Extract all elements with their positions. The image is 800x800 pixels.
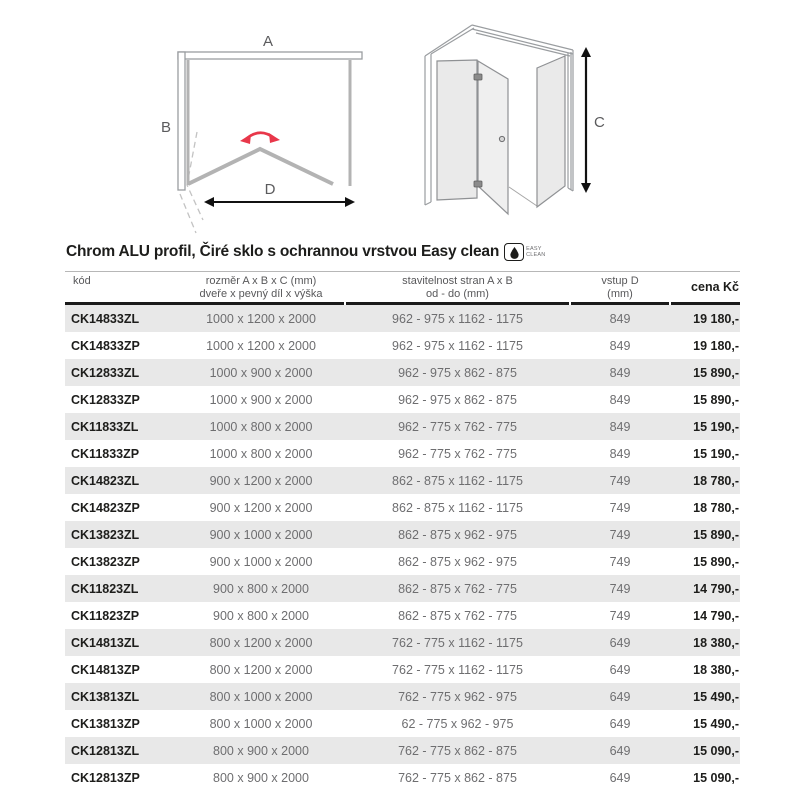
table-row [65, 413, 740, 440]
cell-entry: 849 [609, 365, 631, 380]
cell-price: 15 190,- [693, 446, 739, 461]
plan-view-diagram [150, 22, 380, 235]
cell-entry: 749 [609, 527, 631, 542]
cell-size: 900 x 800 x 2000 [213, 608, 309, 623]
cell-code: CK14823ZL [71, 473, 140, 488]
cell-code: CK13813ZL [71, 689, 140, 704]
cell-range: 862 - 875 x 1162 - 1175 [392, 500, 523, 515]
cell-price: 14 790,- [693, 608, 739, 623]
cell-price: 19 180,- [693, 311, 739, 326]
table-row [65, 764, 740, 791]
cell-range: 862 - 875 x 962 - 975 [398, 527, 517, 542]
cell-range: 862 - 875 x 762 - 775 [398, 608, 517, 623]
cell-code: CK11833ZP [71, 446, 140, 461]
table-row [65, 386, 740, 413]
cell-price: 15 090,- [693, 743, 739, 758]
cell-entry: 649 [609, 689, 631, 704]
swing-arrow-icon [240, 133, 280, 144]
cell-price: 18 780,- [693, 500, 739, 515]
cell-code: CK14823ZP [71, 500, 140, 515]
cell-price: 15 090,- [693, 770, 739, 785]
cell-range: 962 - 975 x 862 - 875 [398, 392, 517, 407]
table-header-row [65, 271, 740, 302]
table-row [65, 467, 740, 494]
water-drop-icon [504, 243, 524, 261]
cell-entry: 849 [609, 338, 631, 353]
cell-size: 800 x 1000 x 2000 [209, 716, 313, 731]
cell-entry: 649 [609, 716, 631, 731]
cell-size: 900 x 800 x 2000 [213, 581, 309, 596]
cell-price: 18 780,- [693, 473, 739, 488]
easy-clean-badge-text [526, 246, 545, 258]
cell-price: 15 890,- [693, 365, 739, 380]
cell-code: CK14813ZP [71, 662, 140, 677]
header-range: stavitelnost stran A x B od - do (mm) [402, 275, 513, 300]
easy-clean-badge [504, 243, 545, 261]
cell-range: 762 - 775 x 1162 - 1175 [392, 635, 523, 650]
table-row [65, 602, 740, 629]
header-entry: vstup D (mm) [601, 275, 639, 300]
cell-range: 962 - 975 x 1162 - 1175 [392, 311, 523, 326]
wall-b-bar [178, 52, 185, 190]
cell-entry: 649 [609, 635, 631, 650]
cell-code: CK13823ZL [71, 527, 140, 542]
cell-range: 762 - 775 x 962 - 975 [398, 689, 517, 704]
cell-range: 762 - 775 x 862 - 875 [398, 743, 517, 758]
cell-price: 18 380,- [693, 635, 739, 650]
cell-size: 1000 x 1200 x 2000 [206, 311, 316, 326]
label-b: B [160, 119, 172, 136]
price-table [65, 271, 740, 791]
cell-size: 900 x 1200 x 2000 [209, 473, 313, 488]
table-row [65, 548, 740, 575]
table-row [65, 737, 740, 764]
table-row [65, 683, 740, 710]
label-d: D [264, 181, 276, 198]
header-size: rozměr A x B x C (mm) dveře x pevný díl x výška [199, 275, 323, 300]
cell-range: 862 - 875 x 762 - 775 [398, 581, 517, 596]
cell-range: 762 - 775 x 862 - 875 [398, 770, 517, 785]
cell-price: 14 790,- [693, 581, 739, 596]
cell-price: 15 890,- [693, 527, 739, 542]
cell-size: 1000 x 1200 x 2000 [206, 338, 316, 353]
iso-top-rail [472, 25, 573, 56]
cell-code: CK12813ZL [71, 743, 140, 758]
cell-size: 1000 x 800 x 2000 [209, 446, 313, 461]
cell-size: 1000 x 900 x 2000 [209, 392, 313, 407]
cell-code: CK12813ZP [71, 770, 140, 785]
cell-entry: 649 [609, 743, 631, 758]
cell-size: 800 x 1200 x 2000 [209, 662, 313, 677]
cell-entry: 749 [609, 554, 631, 569]
cell-price: 15 890,- [693, 392, 739, 407]
cell-size: 900 x 1000 x 2000 [209, 527, 313, 542]
cell-size: 1000 x 800 x 2000 [209, 419, 313, 434]
table-row [65, 710, 740, 737]
cell-entry: 849 [609, 446, 631, 461]
badge-line2: CLEAN [526, 252, 546, 258]
cell-entry: 849 [609, 419, 631, 434]
door-knob-icon [499, 136, 504, 141]
page-title: Chrom ALU profil, Čiré sklo s ochrannou vrstvou Easy clean [66, 243, 500, 260]
iso-fixed-panel-left [437, 60, 477, 200]
cell-range: 962 - 775 x 762 - 775 [398, 446, 517, 461]
hinge-icon-bottom [474, 181, 482, 187]
cell-code: CK12833ZL [71, 365, 140, 380]
cell-range: 962 - 775 x 762 - 775 [398, 419, 517, 434]
table-row [65, 305, 740, 332]
cell-entry: 749 [609, 473, 631, 488]
header-code: kód [73, 275, 91, 287]
table-body [65, 305, 740, 791]
table-row [65, 440, 740, 467]
cell-price: 15 490,- [693, 689, 739, 704]
table-row [65, 521, 740, 548]
cell-range: 962 - 975 x 862 - 875 [398, 365, 517, 380]
table-row [65, 332, 740, 359]
dimension-d-arrow [204, 197, 355, 207]
cell-code: CK13813ZP [71, 716, 140, 731]
cell-code: CK14833ZP [71, 338, 140, 353]
cell-range: 62 - 775 x 962 - 975 [401, 716, 514, 731]
cell-size: 900 x 1000 x 2000 [209, 554, 313, 569]
cell-entry: 649 [609, 662, 631, 677]
header-heavy-rule [65, 302, 740, 305]
cell-price: 18 380,- [693, 662, 739, 677]
label-c: C [594, 114, 605, 131]
isometric-diagram [405, 10, 625, 232]
cell-code: CK11833ZL [71, 419, 139, 434]
title-row [66, 243, 545, 261]
cell-price: 15 190,- [693, 419, 739, 434]
table-row [65, 656, 740, 683]
label-a: A [262, 33, 274, 50]
table-row [65, 494, 740, 521]
cell-code: CK11823ZP [71, 608, 140, 623]
cell-entry: 849 [609, 311, 631, 326]
cell-entry: 649 [609, 770, 631, 785]
hinge-icon-top [474, 74, 482, 80]
cell-code: CK14833ZL [71, 311, 140, 326]
cell-entry: 749 [609, 500, 631, 515]
table-row [65, 359, 740, 386]
dimension-c-arrow [581, 47, 591, 193]
cell-range: 862 - 875 x 962 - 975 [398, 554, 517, 569]
cell-size: 800 x 1000 x 2000 [209, 689, 313, 704]
table-row [65, 575, 740, 602]
iso-right-rail [568, 50, 573, 191]
cell-entry: 749 [609, 608, 631, 623]
cell-range: 962 - 975 x 1162 - 1175 [392, 338, 523, 353]
table-row [65, 629, 740, 656]
cell-size: 800 x 1200 x 2000 [209, 635, 313, 650]
iso-floor-line [509, 187, 537, 206]
cell-entry: 849 [609, 392, 631, 407]
cell-code: CK11823ZL [71, 581, 139, 596]
cell-price: 15 490,- [693, 716, 739, 731]
header-price: cena Kč [691, 280, 739, 294]
cell-range: 862 - 875 x 1162 - 1175 [392, 473, 523, 488]
cell-code: CK12833ZP [71, 392, 140, 407]
cell-size: 1000 x 900 x 2000 [209, 365, 313, 380]
cell-price: 19 180,- [693, 338, 739, 353]
cell-range: 762 - 775 x 1162 - 1175 [392, 662, 523, 677]
cell-code: CK13823ZP [71, 554, 140, 569]
cell-size: 800 x 900 x 2000 [213, 770, 309, 785]
cell-price: 15 890,- [693, 554, 739, 569]
cell-size: 900 x 1200 x 2000 [209, 500, 313, 515]
iso-fixed-panel-right [537, 56, 565, 207]
folding-door [188, 149, 333, 184]
cell-size: 800 x 900 x 2000 [213, 743, 309, 758]
badge-line1: EASY [526, 246, 542, 252]
cell-code: CK14813ZL [71, 635, 140, 650]
wall-a-bar [178, 52, 362, 59]
cell-entry: 749 [609, 581, 631, 596]
